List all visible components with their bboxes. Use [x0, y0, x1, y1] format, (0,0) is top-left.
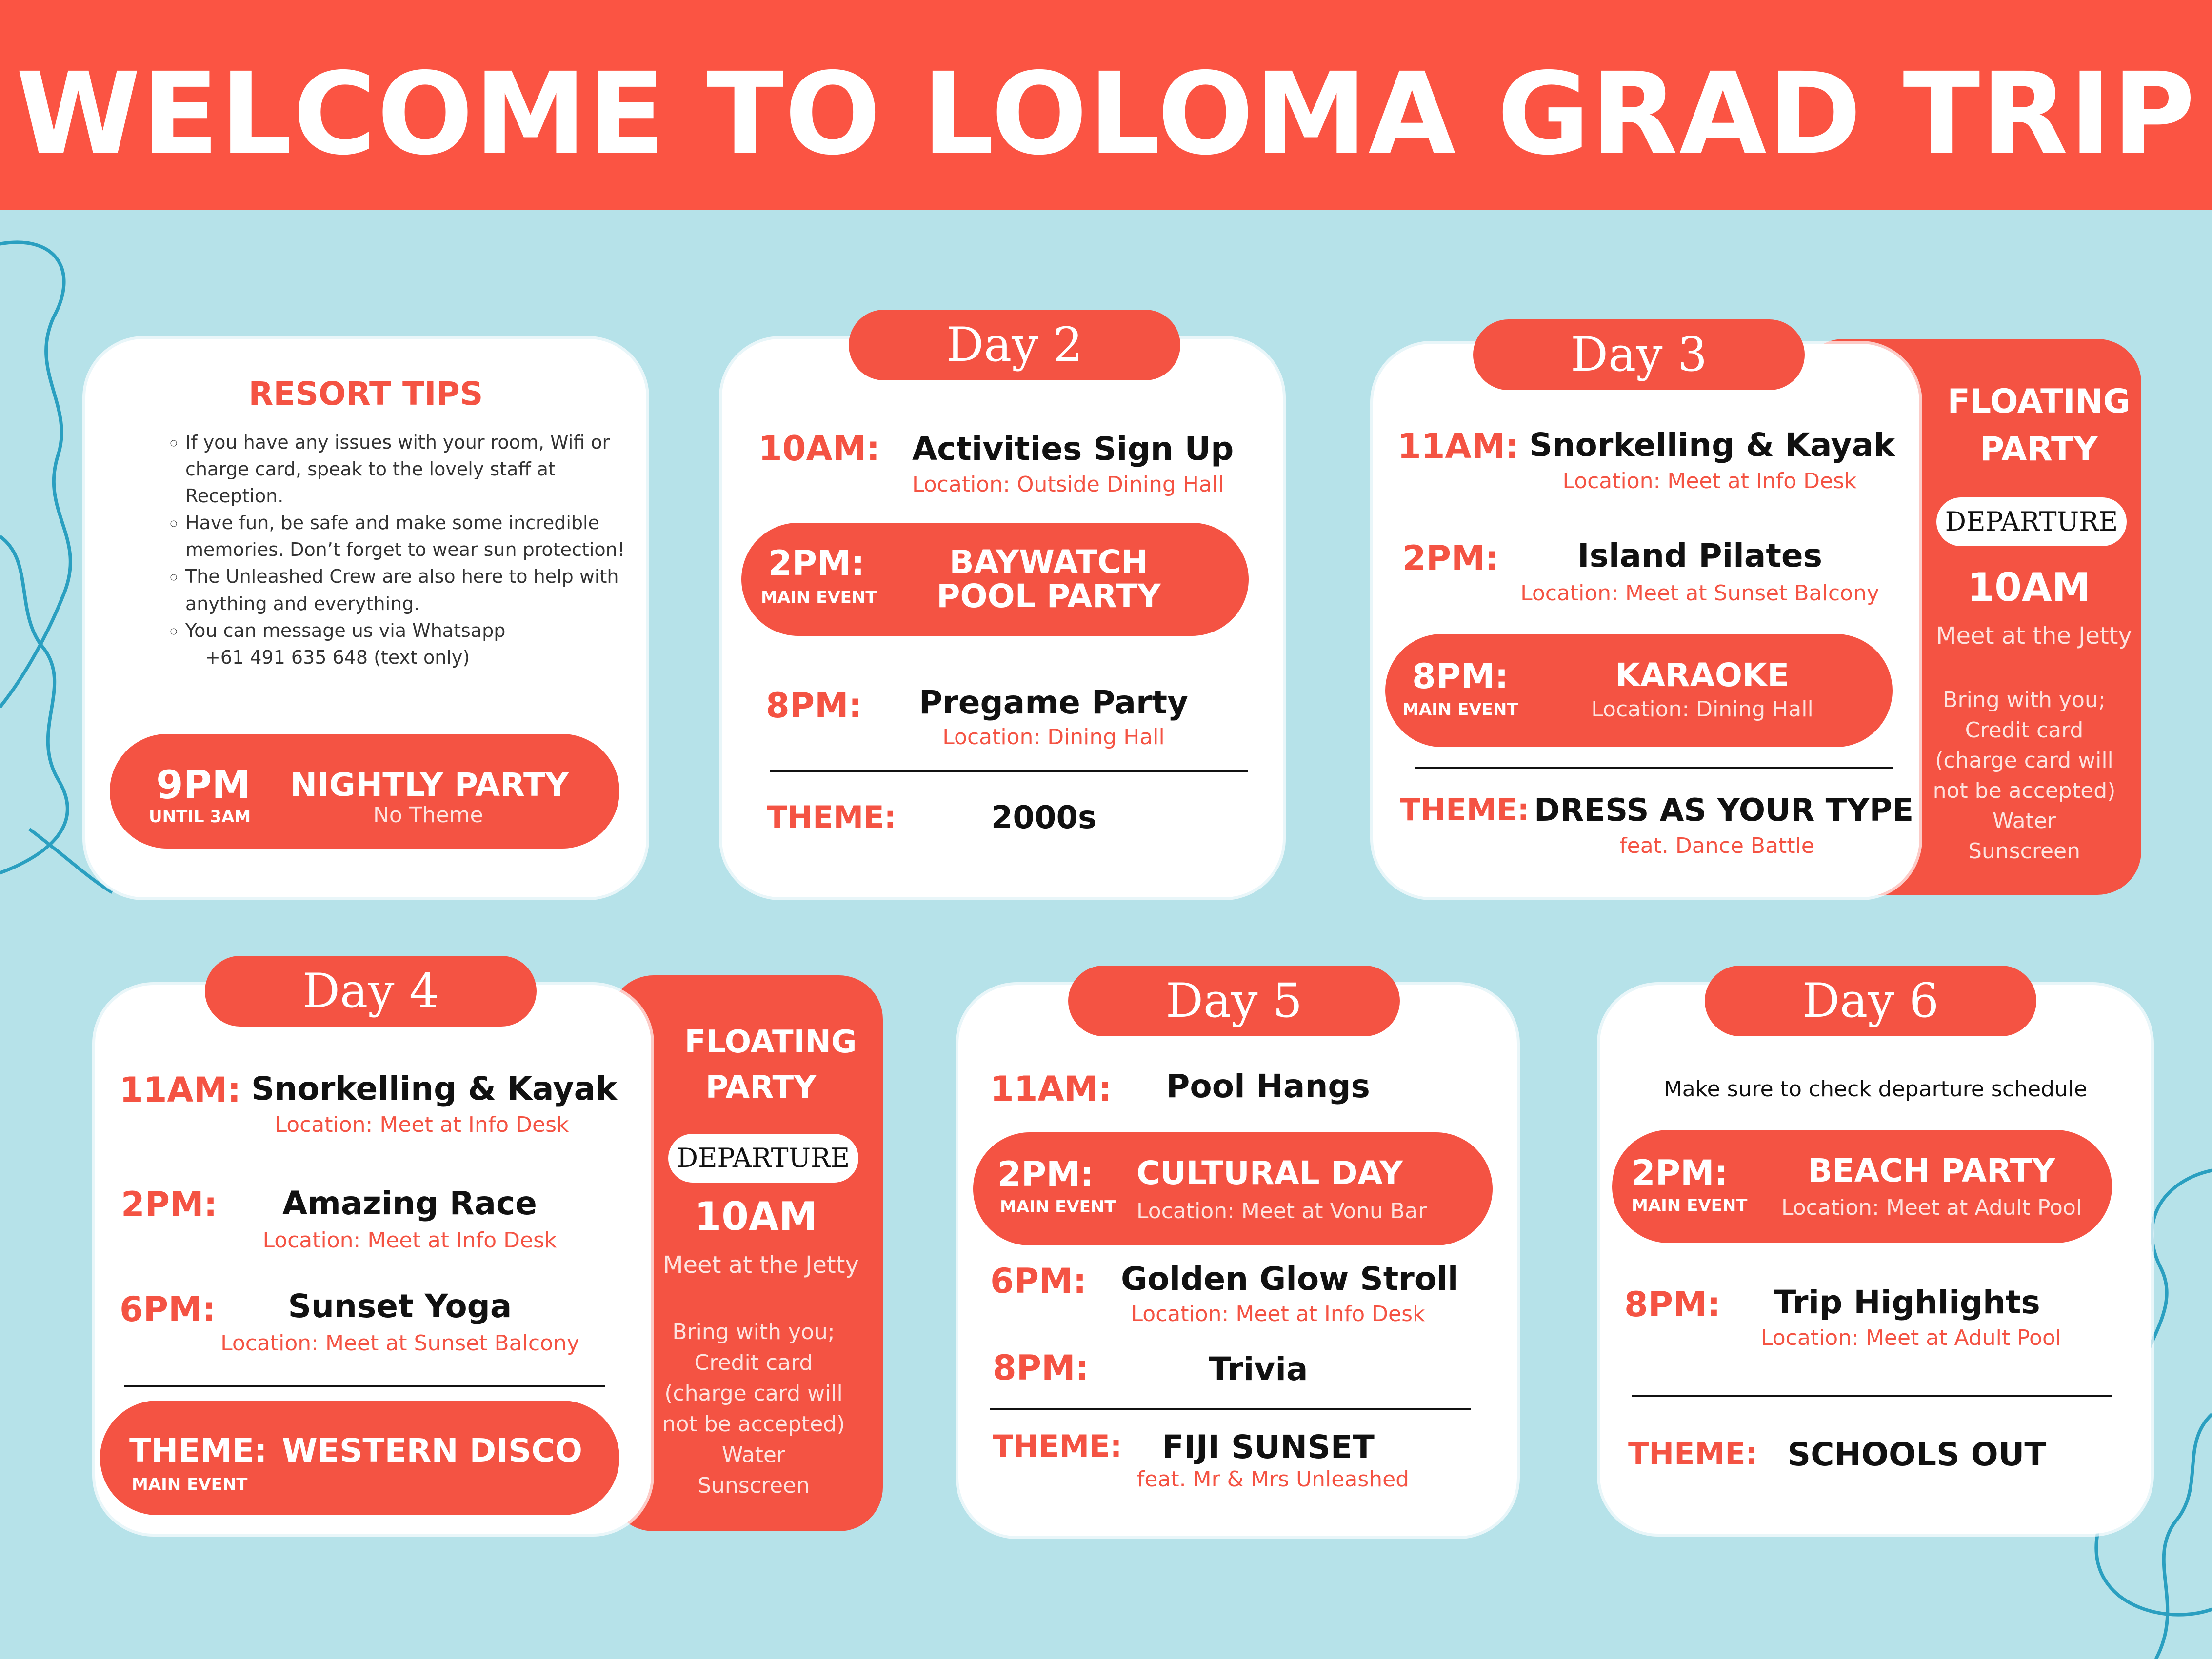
tip-item: ◦ Have fun, be safe and make some incredible memories. Don’t forget to wear sun protection!: [185, 510, 644, 563]
day3-departure-badge: DEPARTURE: [1936, 497, 2127, 546]
day4-theme-label: THEME:: [129, 1432, 267, 1469]
day5-theme-sub: feat. Mr & Mrs Unleashed: [1136, 1467, 1410, 1492]
day3-e2-time: 2PM:: [1402, 538, 1499, 578]
day2-e2-time: 2PM:: [768, 543, 865, 583]
day3-e3-tag: MAIN EVENT: [1402, 700, 1518, 719]
day6-e2-loc: Location: Meet at Adult Pool: [1761, 1325, 2062, 1350]
day5-theme: FIJI SUNSET: [1162, 1428, 1375, 1466]
day3-e2-name: Island Pilates: [1577, 537, 1822, 574]
nightly-time: 9PM: [156, 762, 251, 808]
day3-float-title1: FLOATING: [1947, 382, 2131, 421]
day5-e2-name: CULTURAL DAY: [1136, 1154, 1403, 1192]
divider: [1632, 1395, 2112, 1397]
day3-theme: DRESS AS YOUR TYPE: [1534, 792, 1914, 829]
day5-theme-label: THEME:: [993, 1428, 1122, 1464]
day3-float-title2: PARTY: [1980, 430, 2098, 469]
day2-e2-name2: POOL PARTY: [937, 577, 1161, 615]
day4-float-title2: PARTY: [705, 1069, 817, 1106]
day3-e1-time: 11AM:: [1397, 426, 1519, 466]
day6-theme-label: THEME:: [1628, 1436, 1758, 1471]
day5-e4-name: Trivia: [1209, 1350, 1308, 1388]
day5-e4-time: 8PM:: [993, 1348, 1089, 1388]
nightly-name: NIGHTLY PARTY: [290, 766, 569, 804]
day5-label: Day 5: [1068, 966, 1400, 1036]
day4-departure-badge: DEPARTURE: [668, 1134, 858, 1183]
day2-e3-loc: Location: Dining Hall: [942, 725, 1165, 750]
day4-bring: Bring with you; Credit card (charge card will not be accepted) Water Sunscreen: [662, 1320, 845, 1498]
resort-tips-heading: RESORT TIPS: [248, 375, 483, 413]
day4-e1-time: 11AM:: [120, 1070, 241, 1110]
day5-e3-name: Golden Glow Stroll: [1121, 1260, 1459, 1298]
day6-note: Make sure to check departure schedule: [1663, 1077, 2088, 1102]
day4-label: Day 4: [205, 956, 537, 1027]
day3-e1-name: Snorkelling & Kayak: [1529, 426, 1895, 464]
day4-e1-loc: Location: Meet at Info Desk: [275, 1112, 569, 1137]
day2-theme-label: THEME:: [767, 799, 897, 835]
day4-e2-time: 2PM:: [121, 1185, 218, 1224]
page-title: WELCOME TO LOLOMA GRAD TRIP: [16, 48, 2196, 180]
day3-e3-name: KARAOKE: [1615, 656, 1790, 694]
day6-e1-time: 2PM:: [1632, 1153, 1728, 1193]
day4-float-meet: Meet at the Jetty: [663, 1251, 859, 1279]
day5-e3-time: 6PM:: [990, 1261, 1087, 1301]
divider: [990, 1408, 1471, 1410]
day3-e1-loc: Location: Meet at Info Desk: [1562, 469, 1857, 494]
day2-e2-name1: BAYWATCH: [949, 543, 1148, 581]
day6-e1-tag: MAIN EVENT: [1632, 1196, 1748, 1215]
day4-e3-loc: Location: Meet at Sunset Balcony: [220, 1331, 579, 1356]
day2-e2-tag: MAIN EVENT: [761, 588, 877, 607]
day4-theme: WESTERN DISCO: [282, 1432, 582, 1469]
day4-tag: MAIN EVENT: [132, 1475, 248, 1494]
tip-item: ◦ You can message us via Whatsapp: [185, 617, 644, 644]
day2-e3-name: Pregame Party: [918, 684, 1189, 721]
day5-e1-name: Pool Hangs: [1166, 1067, 1370, 1105]
day6-label: Day 6: [1705, 966, 2036, 1036]
nightly-theme: No Theme: [373, 803, 483, 828]
day4-e3-name: Sunset Yoga: [288, 1287, 512, 1325]
day3-e2-loc: Location: Meet at Sunset Balcony: [1520, 581, 1879, 606]
day3-float-time: 10AM: [1967, 565, 2091, 610]
title-banner: [0, 0, 2212, 210]
divider: [124, 1385, 605, 1387]
divider: [1415, 767, 1893, 769]
day2-label: Day 2: [849, 310, 1180, 380]
day3-e3-time: 8PM:: [1412, 656, 1509, 696]
day2-e1-name: Activities Sign Up: [912, 430, 1234, 468]
day2-e1-loc: Location: Outside Dining Hall: [912, 472, 1224, 497]
day2-e1-time: 10AM:: [758, 429, 880, 469]
day3-e3-loc: Location: Dining Hall: [1591, 697, 1813, 722]
day5-e3-loc: Location: Meet at Info Desk: [1131, 1302, 1425, 1326]
day3-bring: Bring with you; Credit card (charge card will not be accepted) Water Sunscreen: [1933, 688, 2116, 864]
day2-e3-time: 8PM:: [766, 686, 862, 726]
day3-theme-sub: feat. Dance Battle: [1619, 833, 1814, 858]
day6-e2-name: Trip Highlights: [1774, 1284, 2040, 1321]
day3-theme-label: THEME:: [1400, 792, 1530, 828]
day4-e2-loc: Location: Meet at Info Desk: [262, 1228, 557, 1253]
day4-float-time: 10AM: [694, 1194, 818, 1239]
day6-e2-time: 8PM:: [1624, 1284, 1721, 1324]
day5-e2-loc: Location: Meet at Vonu Bar: [1136, 1199, 1427, 1224]
nightly-until: UNTIL 3AM: [149, 807, 251, 827]
day6-theme: SCHOOLS OUT: [1787, 1436, 2047, 1473]
tip-item: ◦ The Unleashed Crew are also here to help with anything and everything.: [185, 563, 644, 617]
divider: [770, 770, 1248, 772]
tip-subitem: +61 491 635 648 (text only): [205, 646, 470, 668]
day3-float-meet: Meet at the Jetty: [1936, 622, 2132, 650]
day6-e1-name: BEACH PARTY: [1808, 1152, 2055, 1189]
day4-float-title1: FLOATING: [684, 1024, 857, 1060]
day4-e2-name: Amazing Race: [282, 1185, 537, 1222]
resort-tips-list: [166, 429, 644, 671]
day5-e2-time: 2PM:: [997, 1154, 1094, 1194]
day5-e1-time: 11AM:: [990, 1069, 1112, 1109]
day5-e2-tag: MAIN EVENT: [1000, 1197, 1116, 1217]
day4-e1-name: Snorkelling & Kayak: [251, 1070, 618, 1107]
day3-label: Day 3: [1473, 319, 1805, 390]
day2-theme: 2000s: [991, 800, 1097, 836]
day6-e1-loc: Location: Meet at Adult Pool: [1781, 1195, 2082, 1220]
day4-e3-time: 6PM:: [120, 1289, 216, 1329]
tip-item: ◦ If you have any issues with your room, Wifi or charge card, speak to the lovely staff at Reception.: [185, 429, 644, 510]
